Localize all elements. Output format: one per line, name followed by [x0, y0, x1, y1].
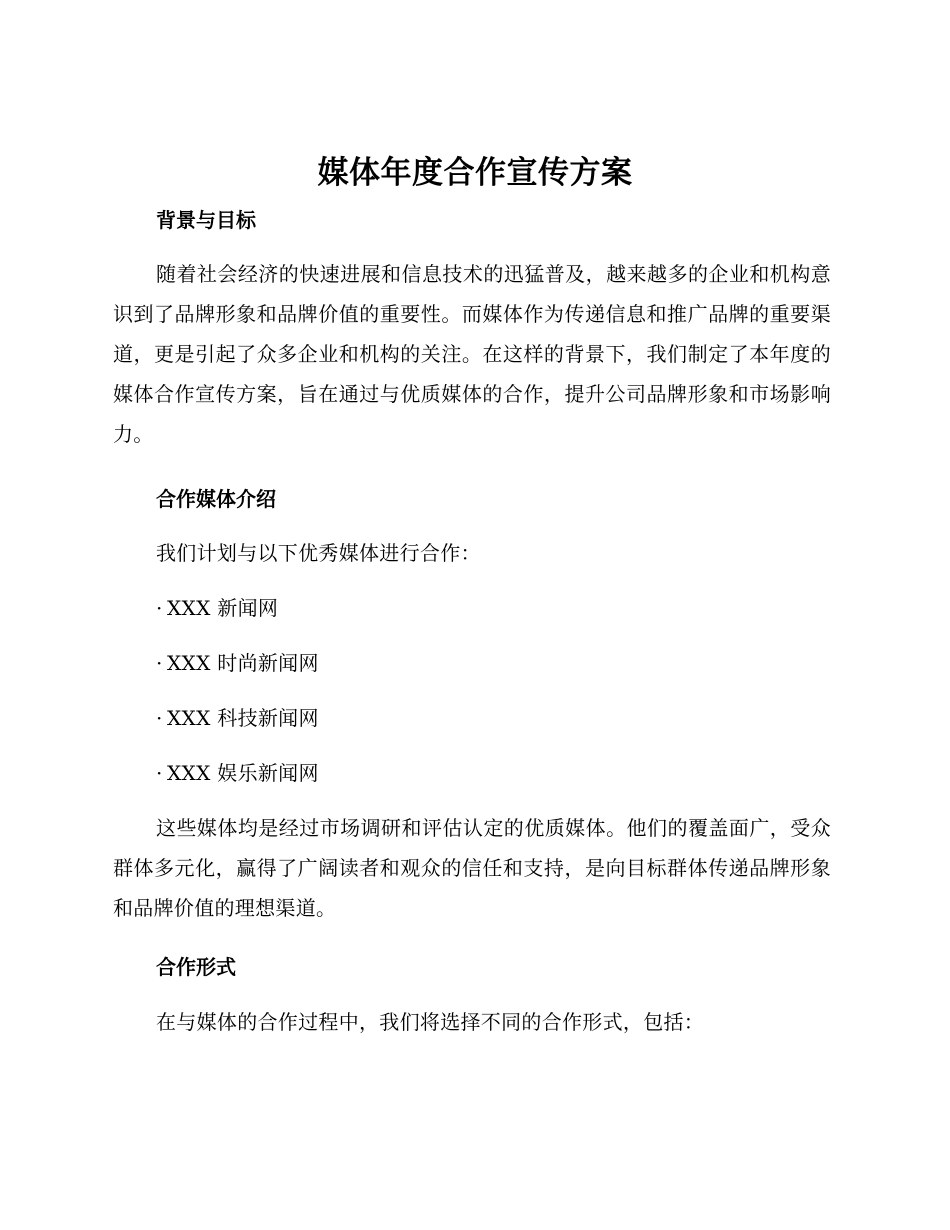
document-title: 媒体年度合作宣传方案 — [317, 155, 633, 191]
media-name: XXX 娱乐新闻网 — [167, 761, 319, 785]
media-list-item — [156, 759, 319, 787]
section-heading-cooperation-forms: 合作形式 — [156, 955, 236, 979]
media-list-item — [156, 594, 278, 622]
media-name: XXX 科技新闻网 — [167, 706, 319, 730]
bullet-symbol: · — [156, 596, 163, 620]
section-heading-media: 合作媒体介绍 — [156, 487, 276, 511]
bullet-symbol: · — [156, 761, 163, 785]
bullet-symbol: · — [156, 651, 163, 675]
paragraph-media-summary: 这些媒体均是经过市场调研和评估认定的优质媒体。他们的覆盖面广，受众群体多元化，赢得了广阔读者和观众的信任和支持，是向目标群体传递品牌形象和品牌价值的理想渠道。 — [113, 816, 831, 920]
media-list-item — [156, 704, 319, 732]
bullet-symbol: · — [156, 706, 163, 730]
media-name: XXX 时尚新闻网 — [167, 651, 319, 675]
cooperation-forms-intro-text: 在与媒体的合作过程中，我们将选择不同的合作形式，包括： — [156, 1010, 705, 1034]
media-name: XXX 新闻网 — [167, 596, 279, 620]
media-list-item — [156, 649, 319, 677]
paragraph-background: 随着社会经济的快速进展和信息技术的迅猛普及，越来越多的企业和机构意识到了品牌形象和品牌价值的重要性。而媒体作为传递信息和推广品牌的重要渠道，更是引起了众多企业和机构的关注。在这样的背景下，我们制定了本年度的媒体合作宣传方案，旨在通过与优质媒体的合作，提升公司品牌形象和市场影响力。 — [113, 262, 831, 446]
media-intro-text: 我们计划与以下优秀媒体进行合作： — [156, 541, 481, 565]
section-heading-background: 背景与目标 — [156, 208, 256, 232]
